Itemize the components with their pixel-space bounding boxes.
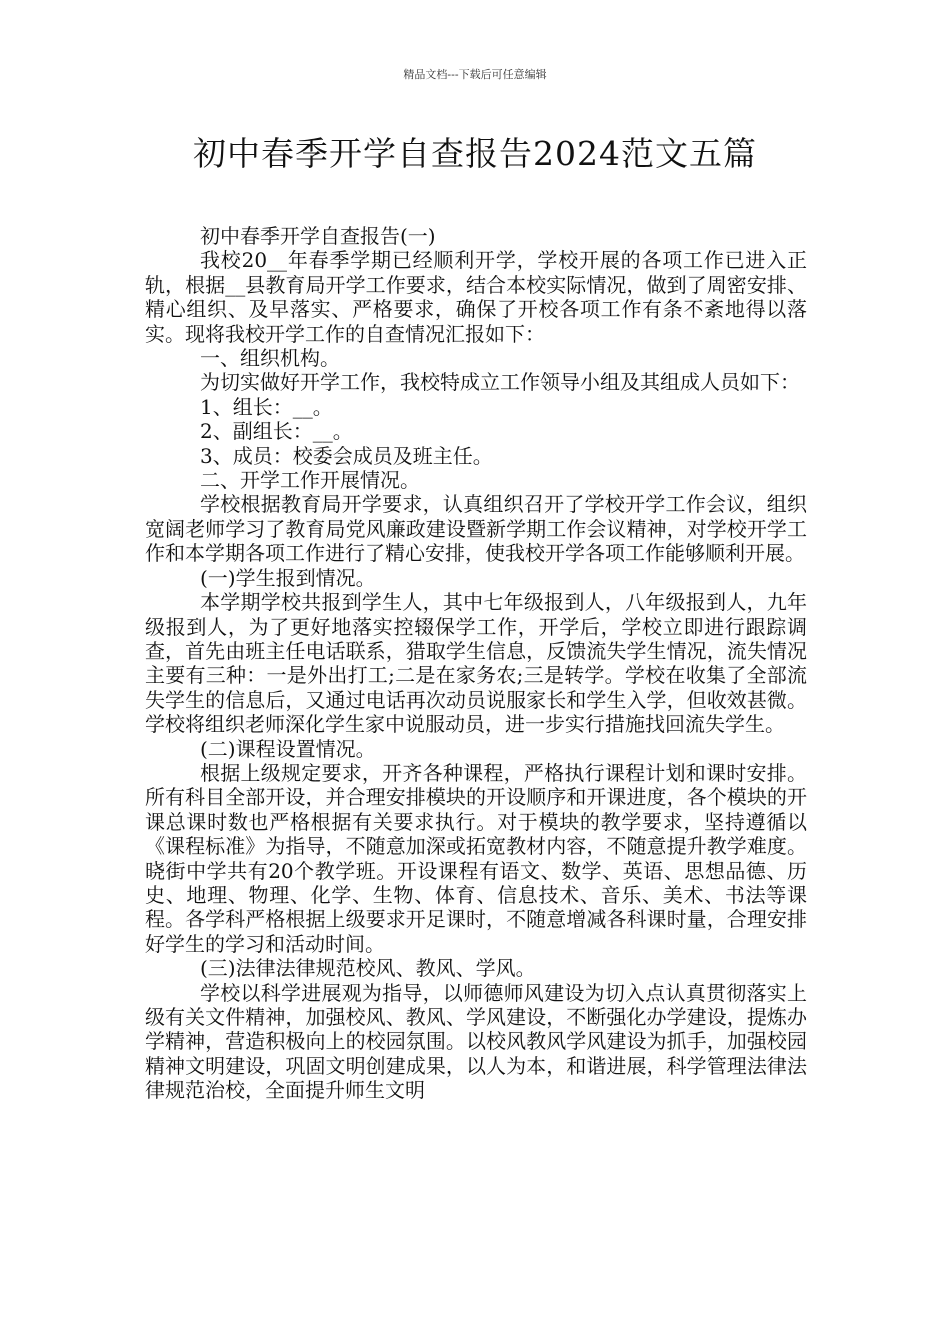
- subsection-heading: (一)学生报到情况。: [200, 565, 376, 590]
- document-title: 初中春季开学自查报告2024范文五篇: [193, 134, 757, 173]
- paragraph: 我校20__年春季学期已经顺利开学，学校开展的各项工作已进入正轨，根据__县教育局开学工作要求，结合本校实际情况，做到了周密安排、精心组织、及早落实、严格要求，确保了开校各项工作有条不紊地得以落实。现将我校开学工作的自查情况汇报如下：: [145, 248, 807, 346]
- paragraph: 根据上级规定要求，开齐各种课程，严格执行课程计划和课时安排。所有科目全部开设，并合理安排模块的开设顺序和开课进度，各个模块的开课总课时数也严格根据有关要求执行。对于模块的教学要求，坚持遵循以《课程标准》为指导，不随意加深或拓宽教材内容，不随意提升教学难度。晓街中学共有20个教学班。开设课程有语文、数学、英语、思想品德、历史、地理、物理、化学、生物、体育、信息技术、音乐、美术、书法等课程。各学科严格根据上级要求开足课时，不随意增减各科课时量，合理安排好学生的学习和活动时间。: [145, 760, 807, 956]
- paragraph: 本学期学校共报到学生人，其中七年级报到人，八年级报到人，九年级报到人，为了更好地落实控辍保学工作，开学后，学校立即进行跟踪调查，首先由班主任电话联系，猎取学生信息，反馈流失学生情况，流失情况主要有三种：一是外出打工;二是在家务农;三是转学。学校在收集了全部流失学生的信息后，又通过电话再次动员说服家长和学生入学，但收效甚微。学校将组织老师深化学生家中说服动员，进一步实行措施找回流失学生。: [145, 590, 807, 737]
- subsection-heading: (三)法律法律规范校风、教风、学风。: [200, 956, 536, 981]
- paragraph: 为切实做好开学工作，我校特成立工作领导小组及其组成人员如下：: [200, 370, 800, 395]
- list-item: 2、副组长：__。: [200, 419, 353, 444]
- section-heading: 二、开学工作开展情况。: [200, 468, 420, 493]
- document-body: [145, 224, 807, 1103]
- list-item: 1、组长：__。: [200, 394, 333, 419]
- section-heading: 初中春季开学自查报告(一): [200, 224, 436, 248]
- paragraph: 学校根据教育局开学要求，认真组织召开了学校开学工作会议，组织宽阔老师学习了教育局党风廉政建设暨新学期工作会议精神，对学校开学工作和本学期各项工作进行了精心安排，使我校开学各项工作能够顺利开展。: [145, 492, 807, 566]
- section-heading: 一、组织机构。: [200, 346, 340, 371]
- page-header-note: 精品文档---下载后可任意编辑: [403, 68, 547, 81]
- paragraph: 学校以科学进展观为指导，以师德师风建设为切入点认真贯彻落实上级有关文件精神，加强校风、教风、学风建设，不断强化办学建设，提炼办学精神，营造积极向上的校园氛围。以校风教风学风建设为抓手，加强校园精神文明建设，巩固文明创建成果，以人为本，和谐进展，科学管理法律法律规范治校，全面提升师生文明: [145, 980, 807, 1103]
- subsection-heading: (二)课程设置情况。: [200, 736, 376, 761]
- list-item: 3、成员：校委会成员及班主任。: [200, 443, 493, 468]
